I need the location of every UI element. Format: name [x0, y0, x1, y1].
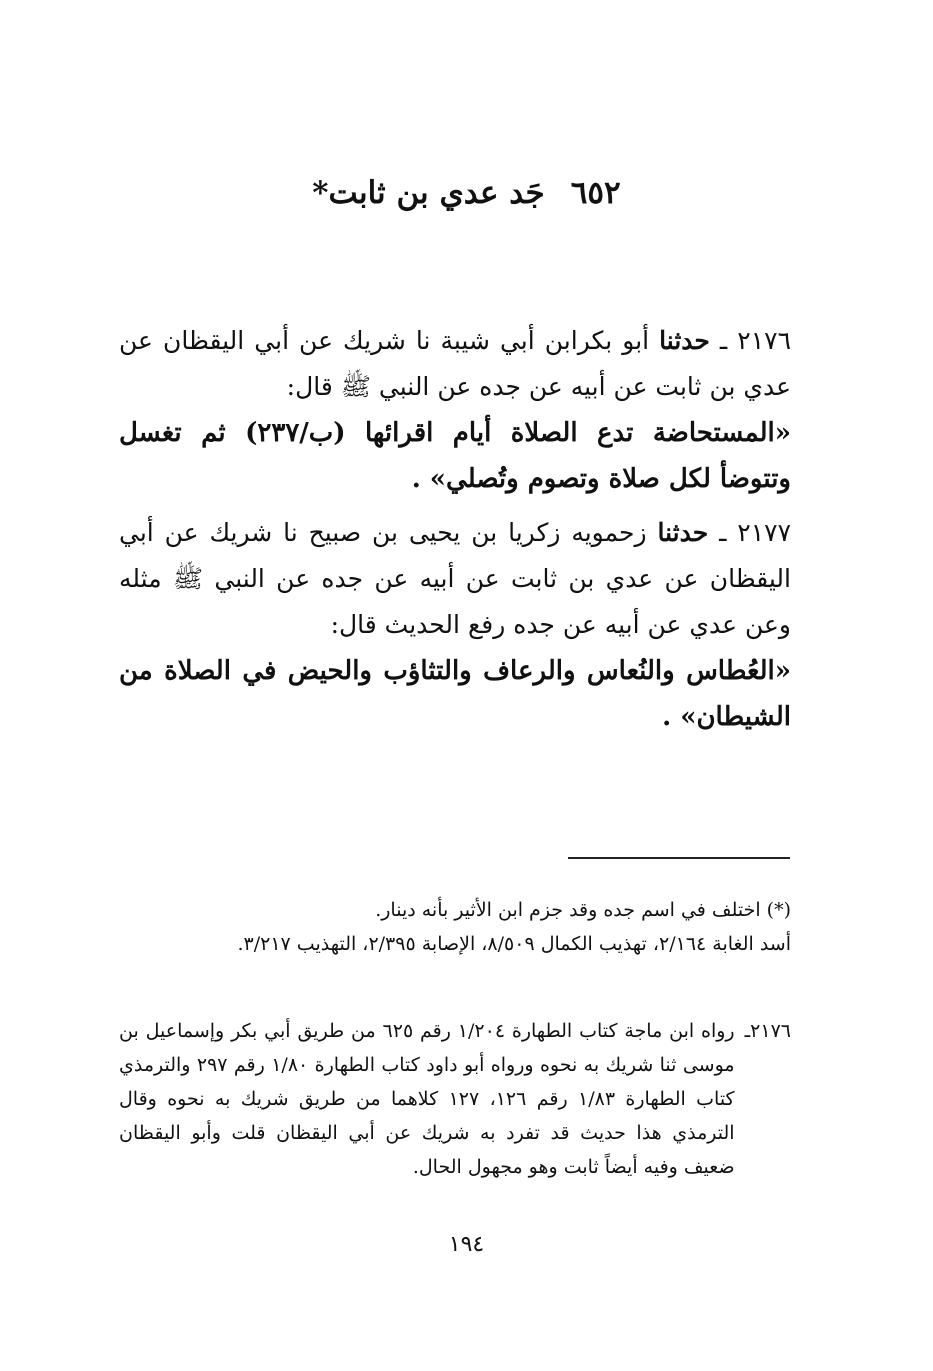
footnote-star-text: اختلف في اسم جده وقد جزم ابن الأثير بأنه دينار. [375, 899, 761, 921]
chapter-title-text: جَد عدي بن ثابت* [312, 175, 545, 211]
hadith-isnad-text: أبو بكرابن أبي شيبة نا شريك عن أبي اليقظان عن عدي بن ثابت عن أبيه عن جده عن النبي ﷺ قال: [119, 326, 791, 401]
footnote-label: ٢١٧٦ـ [744, 1020, 791, 1042]
chapter-heading [0, 168, 933, 218]
footnote-star-sources: أسد الغابة ٢/١٦٤، تهذيب الكمال ٨/٥٠٩، الإصابة ٢/٣٩٥، التهذيب ٣/٢١٧. [237, 933, 791, 955]
hadith-2177 [119, 510, 791, 740]
page-number: ١٩٤ [448, 1232, 485, 1257]
footnote-2176 [119, 1014, 791, 1184]
footnote-separator [568, 857, 790, 859]
hadith-number: ٢١٧٦ [737, 326, 791, 355]
hadith-lead: حدثنا [659, 326, 710, 355]
hadith-lead: حدثنا [657, 518, 709, 547]
footnote-text: رواه ابن ماجة كتاب الطهارة ١/٢٠٤ رقم ٦٢٥ من طريق أبي بكر وإسماعيل بن موسى ثنا شريك به نحوه ورواه أبو داود كتاب الطهارة ١/٨٠ رقم ٢٩٧ والترمذي كتاب الطهارة ١/٨٣ رقم ١٢٦، ١٢٧ كلاهما من طريق شريك به نحوه وقال الترمذي هذا حديث قد تفرد به شريك عن أبي اليقظان قلت وأبو اليقظان ضعيف وفيه أيضاً ثابت وهو مجهول الحال. [119, 1020, 735, 1178]
hadith-2176 [119, 318, 791, 502]
hadith-isnad: ٢١٧٧ ـ حدثنا زحمويه زكريا بن يحيى بن صبيح نا شريك عن أبي اليقظان عن عدي بن ثابت عن أبيه عن جده عن النبي ﷺ مثله وعن عدي عن أبيه عن جده رفع الحديث قال: [119, 518, 792, 639]
footnote-star [119, 893, 791, 961]
chapter-number: ٦٥٢ [570, 175, 621, 211]
hadith-matn: «العُطاس والنُعاس والرعاف والتثاؤب والحيض في الصلاة من الشيطان» . [119, 656, 791, 732]
footnote-star-line [119, 893, 791, 927]
hadith-isnad: ٢١٧٦ ـ حدثنا أبو بكرابن أبي شيبة نا شريك عن أبي اليقظان عن عدي بن ثابت عن أبيه عن جده عن النبي ﷺ قال: [119, 326, 791, 401]
hadith-number: ٢١٧٧ [737, 518, 792, 547]
hadith-isnad-text: زحمويه زكريا بن يحيى بن صبيح نا شريك عن أبي اليقظان عن عدي بن ثابت عن أبيه عن جده عن النبي ﷺ مثله وعن عدي عن أبيه عن جده رفع الحديث قال: [119, 518, 791, 639]
footnote-star-marker: (*) [766, 899, 791, 921]
hadith-matn: «المستحاضة تدع الصلاة أيام اقرائها (ب/٢٣٧) ثم تغسل وتتوضأ لكل صلاة وتصوم وتُصلي» . [119, 418, 792, 494]
